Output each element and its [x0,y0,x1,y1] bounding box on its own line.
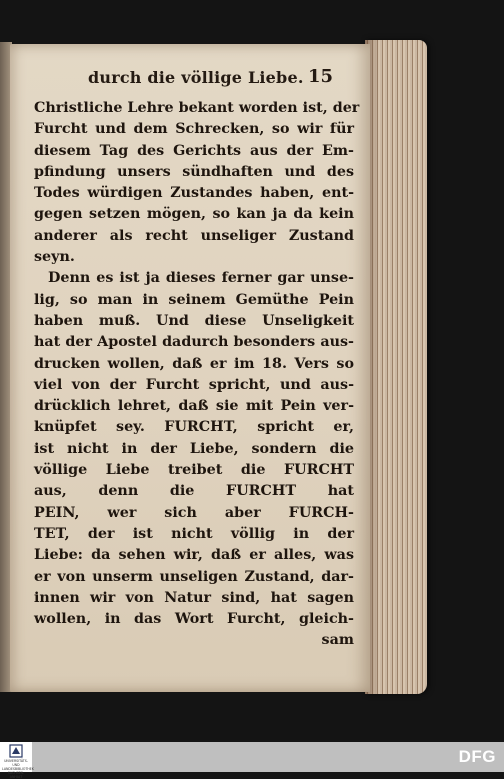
text-line: PEIN, wer sich aber FURCH- [34,504,354,521]
text-line: hat der Apostel dadurch besonders aus- [34,334,354,351]
text-line: wollen, in das Wort Furcht, gleich- [34,611,354,628]
text-line: gegen setzen mögen, so kan ja da kein [34,206,354,223]
text-line: lig, so man in seinem Gemüthe Pein [34,291,354,308]
text-line: drucken wollen, daß er im 18. Vers so [34,355,354,372]
text-line: Denn es ist ja dieses ferner gar unse- [48,270,354,287]
library-seal-icon [9,744,23,758]
text-line: viel von der Furcht spricht, und aus- [34,376,354,393]
text-line: völlige Liebe treibet die FURCHT [34,462,354,479]
text-line: pfindung unsers sündhaften und des [34,163,354,180]
text-line: Furcht und dem Schrecken, so wir für [34,121,354,138]
text-line: innen wir von Natur sind, hat sagen [34,589,354,606]
text-line: aus, denn die FURCHT hat [34,483,354,500]
library-logo-caption: UNIVERSITÄTS- UND LANDESBIBLIOTHEK SACHSEN-ANHALT [2,759,34,779]
text-line: haben muß. Und diese Unseligkeit [34,312,354,329]
text-line: diesem Tag des Gerichts aus der Em- [34,142,354,159]
catchword: sam [321,632,354,649]
text-line: TET, der ist nicht völlig in der [34,525,354,542]
library-logo[interactable] [0,742,34,779]
dfg-logo[interactable]: DFG [458,747,496,766]
text-line: anderer als recht unseliger Zustand [34,227,354,244]
text-line: Christliche Lehre bekant worden ist, der [34,100,360,116]
text-line: er von unserm unseligen Zustand, dar- [34,568,354,585]
text-line: knüpfet sey. FURCHT, spricht er, [34,419,354,436]
text-line: ist nicht in der Liebe, sondern die [34,440,354,457]
text-line: Liebe: da sehen wir, daß er alles, was [34,547,354,564]
viewer-footer [0,742,504,779]
book-page [10,44,370,692]
text-line: Todes würdigen Zustandes haben, ent- [34,185,354,202]
body-text [34,98,360,652]
running-head-title: durch die völlige Liebe. [88,68,304,87]
page-block-edge [365,40,427,694]
page-number: 15 [308,66,334,87]
text-line: drücklich lehret, daß sie mit Pein ver- [34,398,354,415]
running-head [68,68,338,87]
text-line: seyn. [34,249,75,266]
